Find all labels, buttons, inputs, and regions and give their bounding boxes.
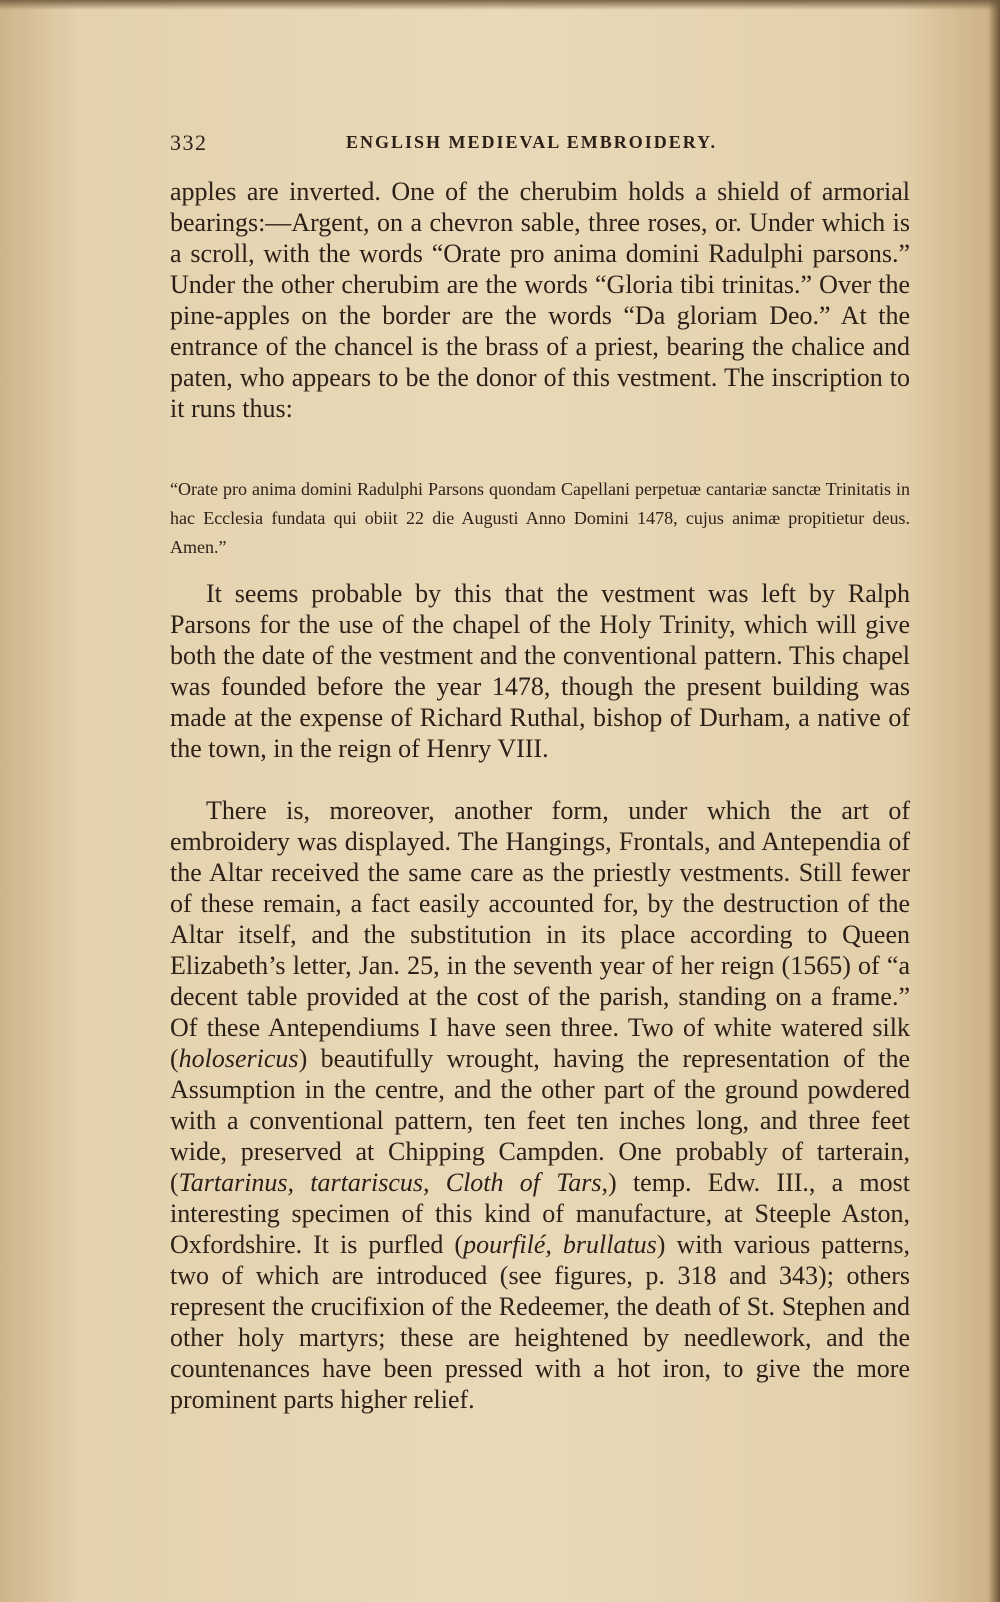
page-shadow-top bbox=[0, 0, 1000, 10]
paragraph-antependia-text-2: ) beautifully wrought, having the representation of the Assumption in the centre, and the other part of the ground powdered with a conventional pattern, ten feet ten inches long, and three feet wide, preserved at Chipping Campden. One probably of tarterain, ( bbox=[170, 1044, 910, 1197]
paragraph-antependia-text-4: ) with various patterns, two of which are introduced (see figures, p. 318 and 343); others represent the crucifixion of the Redeemer, the death of St. Stephen and other holy martyrs; these are heightened by needlework, and the countenances have been pressed with a hot iron, to give the more prominent parts higher relief. bbox=[170, 1230, 910, 1414]
paragraph-continued: apples are inverted. One of the cherubim holds a shield of armorial bearings:—Argent, on a chevron sable, three roses, or. Under which is a scroll, with the words “Orate pro anima domini Radulphi parsons.” Under the other cherubim are the words “Gloria tibi trinitas.” Over the pine-apples on the border are the words “Da gloriam Deo.” At the entrance of the chancel is the brass of a priest, bearing the chalice and paten, who appears to be the donor of this vestment. The inscription to it runs thus: bbox=[170, 177, 910, 423]
running-header bbox=[170, 130, 910, 160]
page-number: 332 bbox=[170, 130, 208, 155]
paragraph-antependia-text-1: There is, moreover, another form, under which the art of embroidery was displayed. The Hangings, Frontals, and Antependia of the Altar received the same care as the priestly vestments. Still fewer of these remain, a fact easily accounted for, by the destruction of the Altar itself, and the substitution in its place according to Queen Elizabeth’s letter, Jan. 25, in the seventh year of her reign (1565) of “a decent table provided at the cost of the parish, standing on a frame.” Of these Antependiums I have seen three. Two of white watered silk ( bbox=[170, 796, 910, 1073]
inscription-quotation: “Orate pro anima domini Radulphi Parsons quondam Capellani perpetuæ cantariæ sanctæ Trinitatis in hac Ecclesia fundata qui obiit 22 die Augusti Anno Domini 1478, cujus animæ propitietur deus. Amen.” bbox=[170, 479, 910, 557]
paragraph-antependia bbox=[170, 795, 910, 1415]
paragraph-antependia-text-3: ) temp. Edw. III., a most interesting specimen of this kind of manufacture, at Steeple Aston, Oxfordshire. It is purfled ( bbox=[170, 1168, 910, 1259]
latin-term-holosericus: holosericus bbox=[178, 1044, 299, 1073]
paragraph-vestment-date: It seems probable by this that the vestment was left by Ralph Parsons for the use of the chapel of the Holy Trinity, which will give both the date of the vestment and the conventional pattern. This chapel was founded before the year 1478, though the present building was made at the expense of Richard Ruthal, bishop of Durham, a native of the town, in the reign of Henry VIII. bbox=[170, 579, 910, 763]
latin-term-tartarinus: Tartarinus, tartariscus, Cloth of Tars, bbox=[178, 1168, 609, 1197]
page-shadow-right bbox=[988, 0, 1000, 1602]
latin-term-pourfile: pourfilé, brullatus bbox=[463, 1230, 657, 1259]
running-title: ENGLISH MEDIEVAL EMBROIDERY. bbox=[346, 132, 717, 152]
